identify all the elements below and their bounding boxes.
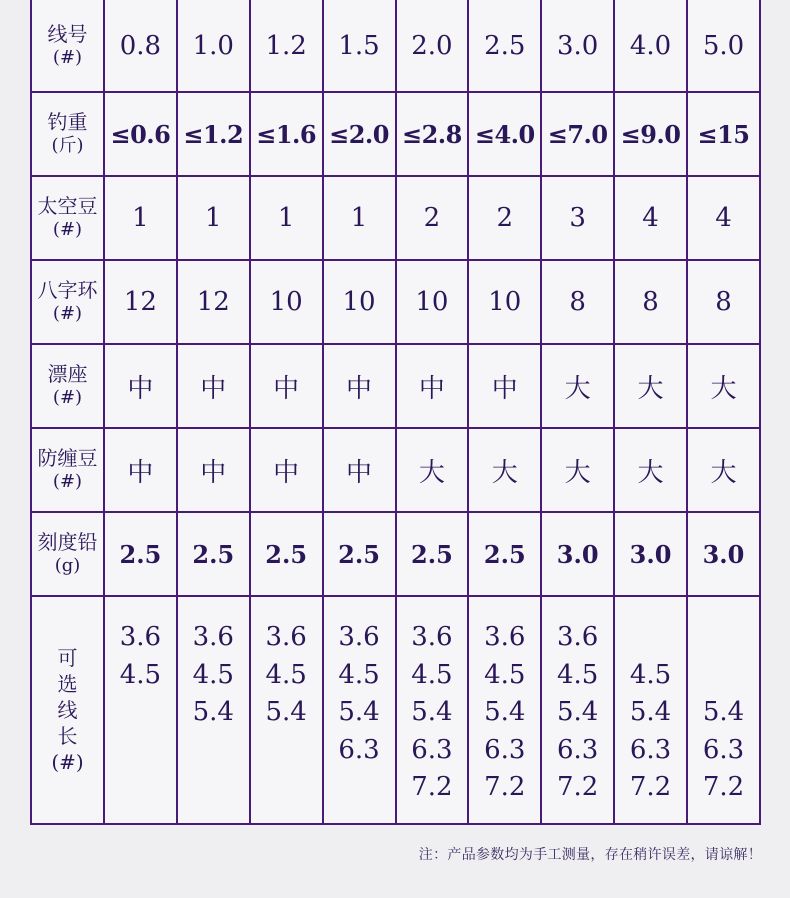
- value-cell: 8: [541, 260, 614, 344]
- length-value: [251, 769, 322, 807]
- value-cell: 2.0: [396, 0, 469, 92]
- value-cell: 10: [468, 260, 541, 344]
- row-label-text: 线号: [47, 21, 88, 46]
- length-value: 7.2: [557, 772, 599, 802]
- value-cell: 1.0: [177, 0, 250, 92]
- value-cell: ≤7.0: [541, 92, 614, 176]
- length-value: [178, 732, 249, 770]
- row-line-no: [31, 0, 760, 92]
- row-label-text: 八字环: [37, 278, 98, 302]
- row-label: [31, 512, 104, 596]
- row-label: [31, 0, 104, 92]
- length-value: 5.4: [265, 697, 307, 727]
- value-cell: 中: [104, 428, 177, 512]
- value-cell: 中: [177, 344, 250, 428]
- length-value: 3.6: [411, 622, 453, 652]
- row-label-unit: (#): [52, 387, 83, 408]
- length-value: 5.4: [557, 697, 599, 727]
- lengths-label-char: 线: [57, 698, 78, 722]
- length-value: 6.3: [702, 734, 745, 765]
- length-value: 7.2: [411, 772, 453, 802]
- row-label-unit: (g): [54, 555, 81, 576]
- value-cell: 3: [541, 176, 614, 260]
- row-label: [31, 344, 104, 428]
- value-cell: 2: [396, 176, 469, 260]
- value-cell: ≤2.0: [323, 92, 396, 176]
- value-cell: ≤15: [687, 92, 760, 176]
- value-cell: 2.5: [250, 512, 323, 596]
- value-cell: 大: [614, 428, 687, 512]
- row-label-unit: (#): [52, 303, 83, 324]
- value-cell: 2.5: [468, 512, 541, 596]
- row-anti-tangle: [31, 428, 760, 512]
- length-value: 5.4: [192, 697, 234, 727]
- row-label: [31, 92, 104, 176]
- length-value: 5.4: [338, 697, 380, 727]
- length-value: 3.6: [484, 622, 526, 652]
- length-value: [105, 769, 176, 807]
- value-cell: 2.5: [104, 512, 177, 596]
- value-cell: 大: [468, 428, 541, 512]
- value-cell: 12: [177, 260, 250, 344]
- length-value: 6.3: [629, 734, 672, 765]
- value-cell: ≤4.0: [468, 92, 541, 176]
- value-cell: 大: [541, 344, 614, 428]
- value-cell: 1: [104, 176, 177, 260]
- value-cell: 中: [250, 428, 323, 512]
- value-cell: 中: [177, 428, 250, 512]
- value-cell: 2.5: [323, 512, 396, 596]
- value-cell: 1: [323, 176, 396, 260]
- value-cell: 10: [250, 260, 323, 344]
- length-value: [688, 657, 759, 695]
- row-fish-weight: [31, 92, 760, 176]
- lengths-cell: [177, 596, 250, 824]
- lengths-label-unit: (#): [51, 750, 84, 774]
- length-value: 6.3: [411, 734, 453, 765]
- value-cell: 中: [396, 344, 469, 428]
- lengths-label-char: 选: [57, 672, 78, 696]
- length-value: 6.3: [484, 734, 526, 765]
- length-value: [178, 769, 249, 807]
- row-lead: [31, 512, 760, 596]
- lengths-cell: [323, 596, 396, 824]
- row-label-text: 漂座: [47, 362, 88, 386]
- row-label: [31, 260, 104, 344]
- value-cell: 大: [687, 428, 760, 512]
- row-lengths: [31, 596, 760, 824]
- value-cell: 3.0: [687, 512, 760, 596]
- value-cell: 1.5: [323, 0, 396, 92]
- row-label-unit: (#): [52, 46, 83, 68]
- row-label-unit: (斤): [51, 135, 84, 156]
- length-value: [324, 769, 395, 807]
- length-value: 4.5: [338, 659, 380, 690]
- value-cell: 大: [396, 428, 469, 512]
- value-cell: 中: [104, 344, 177, 428]
- length-value: 4.5: [265, 659, 307, 690]
- value-cell: 12: [104, 260, 177, 344]
- value-cell: ≤1.6: [250, 92, 323, 176]
- value-cell: 3.0: [541, 0, 614, 92]
- value-cell: 3.0: [614, 512, 687, 596]
- length-value: 3.6: [192, 622, 234, 652]
- value-cell: 8: [614, 260, 687, 344]
- length-value: 7.2: [484, 772, 526, 802]
- length-value: 5.4: [484, 697, 526, 727]
- row-swivel: [31, 260, 760, 344]
- value-cell: 4: [614, 176, 687, 260]
- value-cell: 3.0: [541, 512, 614, 596]
- value-cell: 2.5: [396, 512, 469, 596]
- lengths-label-char: 长: [57, 724, 78, 748]
- value-cell: 中: [323, 344, 396, 428]
- value-cell: 1: [250, 176, 323, 260]
- length-value: 5.4: [629, 697, 672, 727]
- value-cell: 1: [177, 176, 250, 260]
- row-label-text: 钓重: [47, 110, 88, 134]
- value-cell: 大: [614, 344, 687, 428]
- length-value: 6.3: [338, 734, 380, 765]
- length-value: 4.5: [411, 659, 453, 690]
- value-cell: ≤9.0: [614, 92, 687, 176]
- footnote: 注：产品参数均为手工测量，存在稍许误差，请谅解！: [418, 847, 762, 863]
- value-cell: 4: [687, 176, 760, 260]
- value-cell: 2: [468, 176, 541, 260]
- lengths-cell: [541, 596, 614, 824]
- lengths-label: [31, 596, 104, 824]
- length-value: 7.2: [629, 772, 672, 802]
- length-value: [251, 732, 322, 770]
- length-value: 5.4: [702, 697, 745, 727]
- row-label: [31, 176, 104, 260]
- lengths-cell: [250, 596, 323, 824]
- row-label-text: 防缠豆: [37, 446, 98, 470]
- value-cell: 大: [541, 428, 614, 512]
- length-value: 4.5: [119, 659, 162, 690]
- lengths-cell: [614, 596, 687, 824]
- spec-table: [30, 0, 761, 825]
- row-space-bean: [31, 176, 760, 260]
- lengths-cell: [396, 596, 469, 824]
- value-cell: 0.8: [104, 0, 177, 92]
- length-value: 3.6: [265, 622, 307, 652]
- length-value: 3.6: [557, 622, 599, 652]
- value-cell: 2.5: [468, 0, 541, 92]
- value-cell: 大: [687, 344, 760, 428]
- row-label-text: 太空豆: [37, 194, 98, 218]
- value-cell: 10: [323, 260, 396, 344]
- row-label-text: 刻度铅: [37, 530, 98, 554]
- lengths-cell: [104, 596, 177, 824]
- lengths-label-char: 可: [57, 646, 78, 670]
- row-float-seat: [31, 344, 760, 428]
- value-cell: ≤0.6: [104, 92, 177, 176]
- length-value: 3.6: [119, 622, 162, 652]
- length-value: 4.5: [484, 659, 526, 690]
- length-value: 5.4: [411, 697, 453, 727]
- length-value: 4.5: [629, 659, 672, 690]
- length-value: 3.6: [338, 622, 380, 652]
- length-value: 4.5: [557, 659, 599, 690]
- length-value: [105, 732, 176, 770]
- length-value: 6.3: [557, 734, 599, 765]
- value-cell: 1.2: [250, 0, 323, 92]
- length-value: [615, 619, 686, 657]
- lengths-cell: [687, 596, 760, 824]
- value-cell: 中: [323, 428, 396, 512]
- row-label-unit: (#): [52, 471, 83, 492]
- length-value: [688, 619, 759, 657]
- value-cell: 2.5: [177, 512, 250, 596]
- lengths-cell: [468, 596, 541, 824]
- value-cell: 8: [687, 260, 760, 344]
- value-cell: 中: [468, 344, 541, 428]
- value-cell: 5.0: [687, 0, 760, 92]
- length-value: [105, 694, 176, 732]
- value-cell: 中: [250, 344, 323, 428]
- value-cell: ≤1.2: [177, 92, 250, 176]
- row-label-unit: (#): [52, 219, 83, 240]
- value-cell: ≤2.8: [396, 92, 469, 176]
- value-cell: 4.0: [614, 0, 687, 92]
- value-cell: 10: [396, 260, 469, 344]
- length-value: 7.2: [702, 772, 745, 802]
- row-label: [31, 428, 104, 512]
- length-value: 4.5: [192, 659, 234, 690]
